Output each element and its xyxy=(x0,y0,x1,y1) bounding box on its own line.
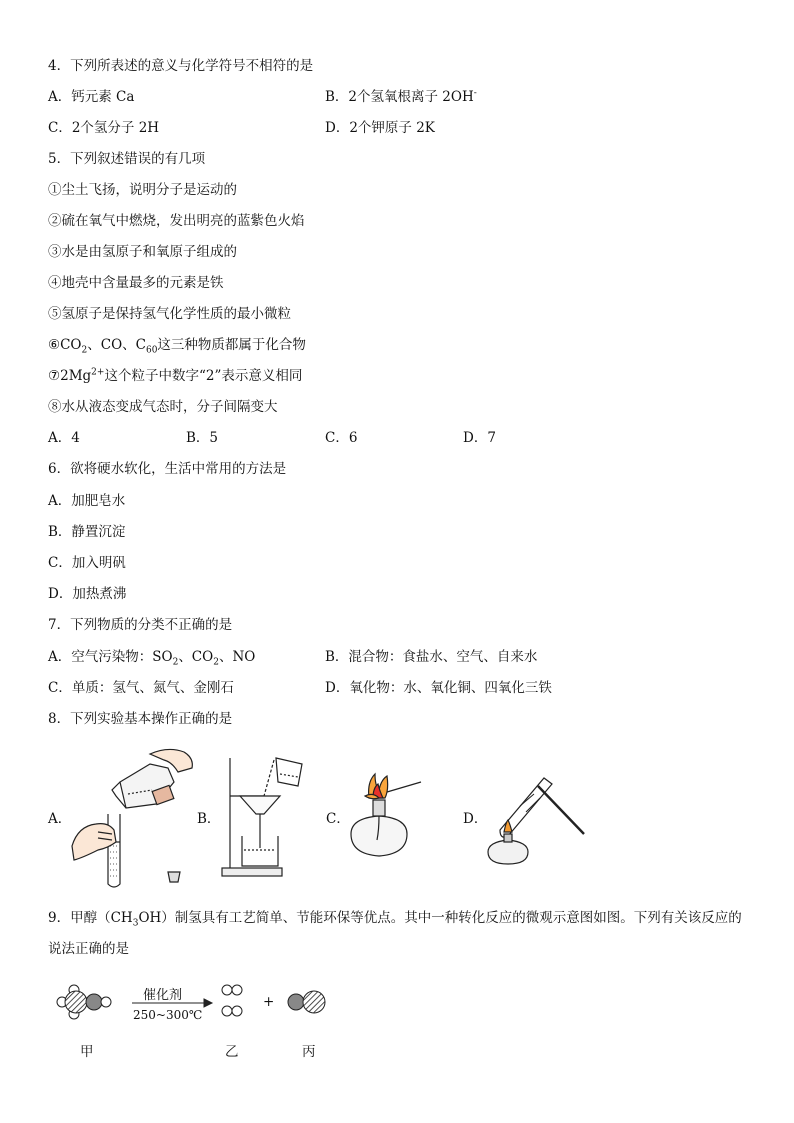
yi-hydrogen-molecule-1b xyxy=(232,985,242,995)
q7-a-part-c: 、NO xyxy=(218,649,256,665)
q4-option-a: A．钙元素 Ca xyxy=(48,89,135,105)
q8-stem: 8．下列实验基本操作正确的是 xyxy=(48,711,233,727)
q4-option-c: C．2个氢分子 2H xyxy=(48,120,160,136)
q5-statement-8: ⑧水从液态变成气态时，分子间隔变大 xyxy=(48,399,278,415)
q5-statement-3: ③水是由氢原子和氧原子组成的 xyxy=(48,244,237,260)
q5-option-d: D．7 xyxy=(463,430,496,446)
q7-a-sub-1: 2 xyxy=(172,657,179,668)
q5-s7-charge: 2+ xyxy=(91,367,105,378)
pouring-liquid-figure xyxy=(68,742,198,888)
jia-carbon-atom xyxy=(65,991,87,1013)
q7-a-part-b: 、CO xyxy=(178,649,214,665)
q9-stem-line-2: 说法正确的是 xyxy=(48,941,129,957)
jia-oxygen-atom xyxy=(86,994,102,1010)
q7-a-sub-2: 2 xyxy=(213,657,219,668)
q8-option-c-label: C． xyxy=(326,811,350,827)
q4-option-b xyxy=(325,88,477,106)
q5-statement-1: ①尘土飞扬，说明分子是运动的 xyxy=(48,182,237,198)
yi-hydrogen-molecule-1 xyxy=(222,985,232,995)
q5-statement-2: ②硫在氧气中燃烧，发出明亮的蓝紫色火焰 xyxy=(48,213,305,229)
q5-stem: 5．下列叙述错误的有几项 xyxy=(48,151,206,167)
q5-statement-5: ⑤氢原子是保持氢气化学性质的最小微粒 xyxy=(48,306,291,322)
q6-stem: 6．欲将硬水软化，生活中常用的方法是 xyxy=(48,461,287,477)
q5-s6-sub-1: 2 xyxy=(81,345,88,356)
q5-statement-6 xyxy=(48,336,306,354)
alcohol-lamp-lighting-figure xyxy=(343,770,425,860)
q5-s6-part-c: 这三种物质都属于化合物 xyxy=(157,337,306,353)
q7-option-b: B．混合物：食盐水、空气、自来水 xyxy=(325,649,538,665)
yi-hydrogen-molecule-2 xyxy=(222,1006,232,1016)
q5-s7-part-a: ⑦2Mg xyxy=(48,368,92,384)
catalyst-label: 催化剂 xyxy=(143,988,183,1003)
q9-stem-line-1 xyxy=(48,909,742,927)
q5-s6-part-a: ⑥CO xyxy=(48,337,82,353)
bing-carbon-atom xyxy=(303,991,325,1013)
q4-option-b-text: B．2个氢氧根离子 2OH xyxy=(325,89,474,105)
q8-option-a-label: A． xyxy=(48,811,72,827)
q6-option-b: B．静置沉淀 xyxy=(48,524,126,540)
jia-hydrogen-atom-right xyxy=(101,997,111,1007)
heating-test-tube-figure xyxy=(480,768,590,868)
q8-option-d-label: D． xyxy=(463,811,488,827)
q5-option-b: B．5 xyxy=(186,430,219,446)
q6-option-c: C．加入明矾 xyxy=(48,555,126,571)
temperature-label: 250~300℃ xyxy=(133,1008,203,1022)
q7-option-d: D．氧化物：水、氧化铜、四氧化三铁 xyxy=(325,680,552,696)
q4-option-d: D．2个钾原子 2K xyxy=(325,120,435,136)
q5-s7-part-b: 这个粒子中数字“2”表示意义相同 xyxy=(104,368,303,384)
q9-stem-part-b: OH）制氢具有工艺简单、节能环保等优点。其中一种转化反应的微观示意图如图。下列有关该反应的 xyxy=(138,910,742,926)
yi-hydrogen-molecule-2b xyxy=(232,1006,242,1016)
q5-s6-part-b: 、CO、C xyxy=(87,337,146,353)
label-yi: 乙 xyxy=(225,1044,239,1060)
q7-a-part-a: A．空气污染物：SO xyxy=(48,649,173,665)
q5-option-c: C．6 xyxy=(325,430,358,446)
q4-stem: 4．下列所表述的意义与化学符号不相符的是 xyxy=(48,58,314,74)
q5-statement-7 xyxy=(48,367,302,385)
q6-option-a: A．加肥皂水 xyxy=(48,493,126,509)
q7-option-a xyxy=(48,648,255,666)
label-jia: 甲 xyxy=(80,1044,94,1060)
q7-option-c: C．单质：氢气、氮气、金刚石 xyxy=(48,680,234,696)
q8-option-b-label: B． xyxy=(197,811,221,827)
bing-oxygen-atom xyxy=(288,994,304,1010)
reaction-arrow-head xyxy=(204,999,212,1007)
label-bing: 丙 xyxy=(302,1044,316,1060)
q7-stem: 7．下列物质的分类不正确的是 xyxy=(48,617,233,633)
plus-sign: + xyxy=(263,994,275,1010)
filtration-figure xyxy=(218,752,310,880)
q5-option-a: A．4 xyxy=(48,430,80,446)
q9-stem-part-a: 9．甲醇（CH xyxy=(48,910,133,926)
q5-statement-4: ④地壳中含量最多的元素是铁 xyxy=(48,275,224,291)
q6-option-d: D．加热煮沸 xyxy=(48,586,127,602)
q9-stem-sub: 3 xyxy=(132,918,139,929)
q5-s6-sub-2: 60 xyxy=(145,345,158,356)
q4-option-b-charge: - xyxy=(473,88,477,99)
